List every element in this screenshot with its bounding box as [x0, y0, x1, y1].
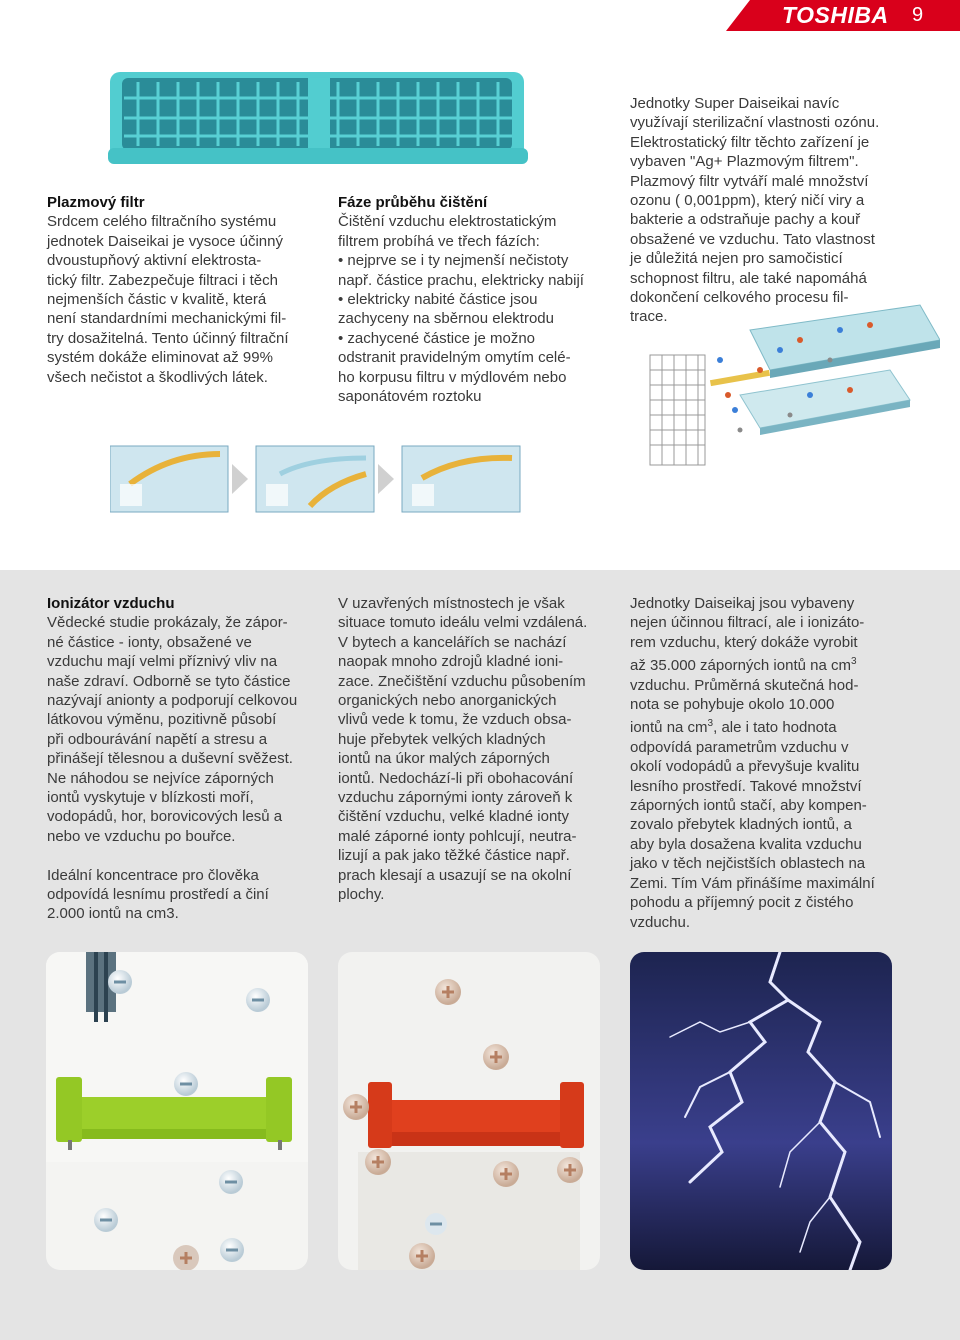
ionizer-title: Ionizátor vzduchu [47, 595, 175, 612]
text-line: lesního prostředí. Takové množství [630, 777, 862, 795]
closed-rooms-block [338, 594, 618, 905]
plasma-filter-title: Plazmový filtr [47, 194, 145, 211]
text-line: vzduchu zápornými ionty zároveň k [338, 789, 573, 807]
text-line: vzduchu mají velmi příznivý vliv na [47, 653, 278, 671]
text-line: huje přebytek velkých kladných [338, 730, 546, 748]
text-line: iontů. Nedochází-li při obohacování [338, 769, 574, 787]
text-line: iontů na úkor malých záporných [338, 750, 550, 768]
text-line: tický filtr. Zabezpečuje filtraci i těch [47, 271, 278, 289]
page-number: 9 [912, 4, 924, 26]
text-line: 2.000 iontů na cm3. [47, 905, 179, 923]
text-line: nebo ve vzduchu po bouřce. [47, 827, 236, 845]
text-line: aby byla dosažena kvalita vzduchu [630, 835, 862, 853]
text-line: Jednotky Daiseikaj jsou vybaveny [630, 595, 855, 612]
text-line: situace tomuto ideálu velmi vzdálená. [338, 614, 588, 632]
text-line: okolí vodopádů a převyšuje kvalitu [630, 758, 860, 776]
text-line: • zachycené částice je možno [338, 329, 536, 347]
text-line: např. částice prachu, elektricky nabijí [338, 271, 584, 289]
text-line [630, 714, 920, 737]
text-line: Plazmový filtr vytváří malé množství [630, 172, 869, 190]
airflow-diagram-3 [402, 446, 520, 512]
text-line: try dosažitelná. Tento účinný filtrační [47, 329, 289, 347]
text-line: malé záporné ionty pohlcují, neutra- [338, 827, 577, 845]
text-line: zachyceny na sběrnou elektrodu [338, 310, 554, 328]
text-line: Ideální koncentrace pro člověka [47, 866, 259, 884]
text-line: odpovídá lesnímu prostředí a činí [47, 886, 269, 904]
text-line: přinášejí tělesnou a duševní svěžest. [47, 750, 293, 768]
text-line: organických nebo anorganických [338, 692, 557, 710]
text-line: naše zdraví. Odborně se tyto částice [47, 672, 291, 690]
text-line: Ne náhodou se nejvíce záporných [47, 769, 274, 787]
text-line: není standardními mechanickými fil- [47, 310, 287, 328]
text-line: nazývají anionty a podporují celkovou [47, 692, 298, 710]
filter-unit-image [108, 68, 528, 168]
text-line: systém dokáže eliminovat až 99% [47, 349, 273, 367]
text-line: nejen účinnou filtrací, ale i ionizáto- [630, 614, 865, 632]
plasma-filter-block [47, 193, 317, 387]
text-line: obsažené ve vzduchu. Tato vlastnost [630, 230, 875, 248]
text-line: Čištění vzduchu elektrostatickým [338, 213, 557, 231]
text-line: jako v těch nejčistších oblastech na [630, 855, 866, 873]
text-line: • nejprve se i ty nejmenší nečistoty [338, 252, 569, 270]
airflow-diagram-1 [110, 446, 228, 512]
text-line: né částice - ionty, obsažené ve [47, 633, 252, 651]
superscript: 3 [707, 718, 714, 730]
text-line: lizují a pak jako těžké částice např. [338, 847, 570, 865]
text-line: trace. [630, 308, 668, 326]
text-line: nota se pohybuje okolo 10.000 [630, 696, 835, 714]
text-line: Zemi. Tím Vám přinášíme maximální [630, 874, 875, 892]
text-line: V bytech a kancelářích se nachází [338, 633, 567, 651]
text-line: iontů vyskytuje v blízkosti moří, [47, 789, 254, 807]
text-line: odpovídá parametrům vzduchu v [630, 738, 849, 756]
cleaning-phases-block [338, 193, 608, 406]
text-line: vodopádů, hor, borovicových lesů a [47, 808, 283, 826]
airflow-diagram-2 [256, 446, 374, 512]
text-span: iontů na cm [630, 719, 708, 737]
text-line: dvoustupňový aktivní elektrosta- [47, 252, 262, 270]
super-daiseikai-block [630, 94, 930, 327]
text-line: čištění vzduchu, velké kladné ionty [338, 808, 569, 826]
text-line: vybaven "Ag+ Plazmovým filtrem". [630, 153, 859, 171]
superscript: 3 [850, 656, 857, 668]
text-line: pohodu a příjemný pocit z čistého [630, 894, 854, 912]
text-line: zovalo přebytek kladných iontů, a [630, 816, 852, 834]
text-line: je důležitá nejen pro samočisticí [630, 250, 843, 268]
text-line: plochy. [338, 886, 385, 904]
text-line: ozonu ( 0,001ppm), který ničí viry a [630, 192, 865, 210]
text-line: Srdcem celého filtračního systému [47, 213, 277, 231]
text-line: filtrem probíhá ve třech fázích: [338, 232, 540, 250]
text-line: • elektricky nabité částice jsou [338, 291, 538, 309]
text-line: vzduchu. [630, 913, 691, 931]
cleaning-phases-title: Fáze průběhu čištění [338, 194, 488, 211]
daiseikaj-block [630, 594, 920, 932]
text-line: odstranit pravidelným omytím celé- [338, 349, 571, 367]
lightning-photo [630, 952, 892, 1270]
text-line: V uzavřených místnostech je však [338, 595, 565, 612]
text-line: nejmenších částic v kvalitě, která [47, 291, 267, 309]
text-line: ho korpusu filtru v mýdlovém nebo [338, 368, 567, 386]
spacer [47, 846, 322, 865]
text-line [630, 652, 920, 675]
red-sofa-photo [338, 952, 600, 1270]
text-span: , ale i tato hodnota [713, 719, 837, 737]
text-line: záporných iontů stačí, aby kompen- [630, 797, 867, 815]
text-line: vzduchu. Průměrná skutečná hod- [630, 676, 859, 694]
green-sofa-photo [46, 952, 308, 1270]
text-line: vlivů vede k tomu, že vzduch obsa- [338, 711, 572, 729]
text-line: prach klesají a usazují se na okolní [338, 866, 572, 884]
text-line: látkovou výměnu, pozitivně působí [47, 711, 277, 729]
brand-logo: TOSHIBA [782, 2, 889, 28]
text-line: dokončení celkového procesu fil- [630, 289, 849, 307]
text-line: Jednotky Super Daiseikai navíc [630, 95, 840, 112]
text-line: využívají sterilizační vlastnosti ozónu. [630, 114, 880, 132]
text-line: rem vzduchu, který dokáže vyrobit [630, 633, 858, 651]
text-line: naopak mnoho zdrojů kladné ioni- [338, 653, 564, 671]
text-line: saponátovém roztoku [338, 388, 482, 406]
text-line: Elektrostatický filtr těchto zařízení je [630, 133, 870, 151]
text-line: jednotek Daiseikai je vysoce účinný [47, 232, 283, 250]
ionizer-block [47, 594, 322, 924]
text-line: při odbourávání napětí a stresu a [47, 730, 268, 748]
text-line: Vědecké studie prokázaly, že zápor- [47, 614, 288, 632]
text-line: bakterie a odstraňuje pachy a kouř [630, 211, 861, 229]
text-line: zace. Znečištění vzduchu působením [338, 672, 586, 690]
text-line: všech nečistot a škodlivých látek. [47, 368, 268, 386]
text-line: schopnost filtru, ale také napomáhá [630, 269, 867, 287]
airflow-diagram-sequence [110, 444, 530, 516]
electrostatic-filter-illustration [640, 300, 940, 470]
text-span: až 35.000 záporných iontů na cm [630, 657, 851, 675]
